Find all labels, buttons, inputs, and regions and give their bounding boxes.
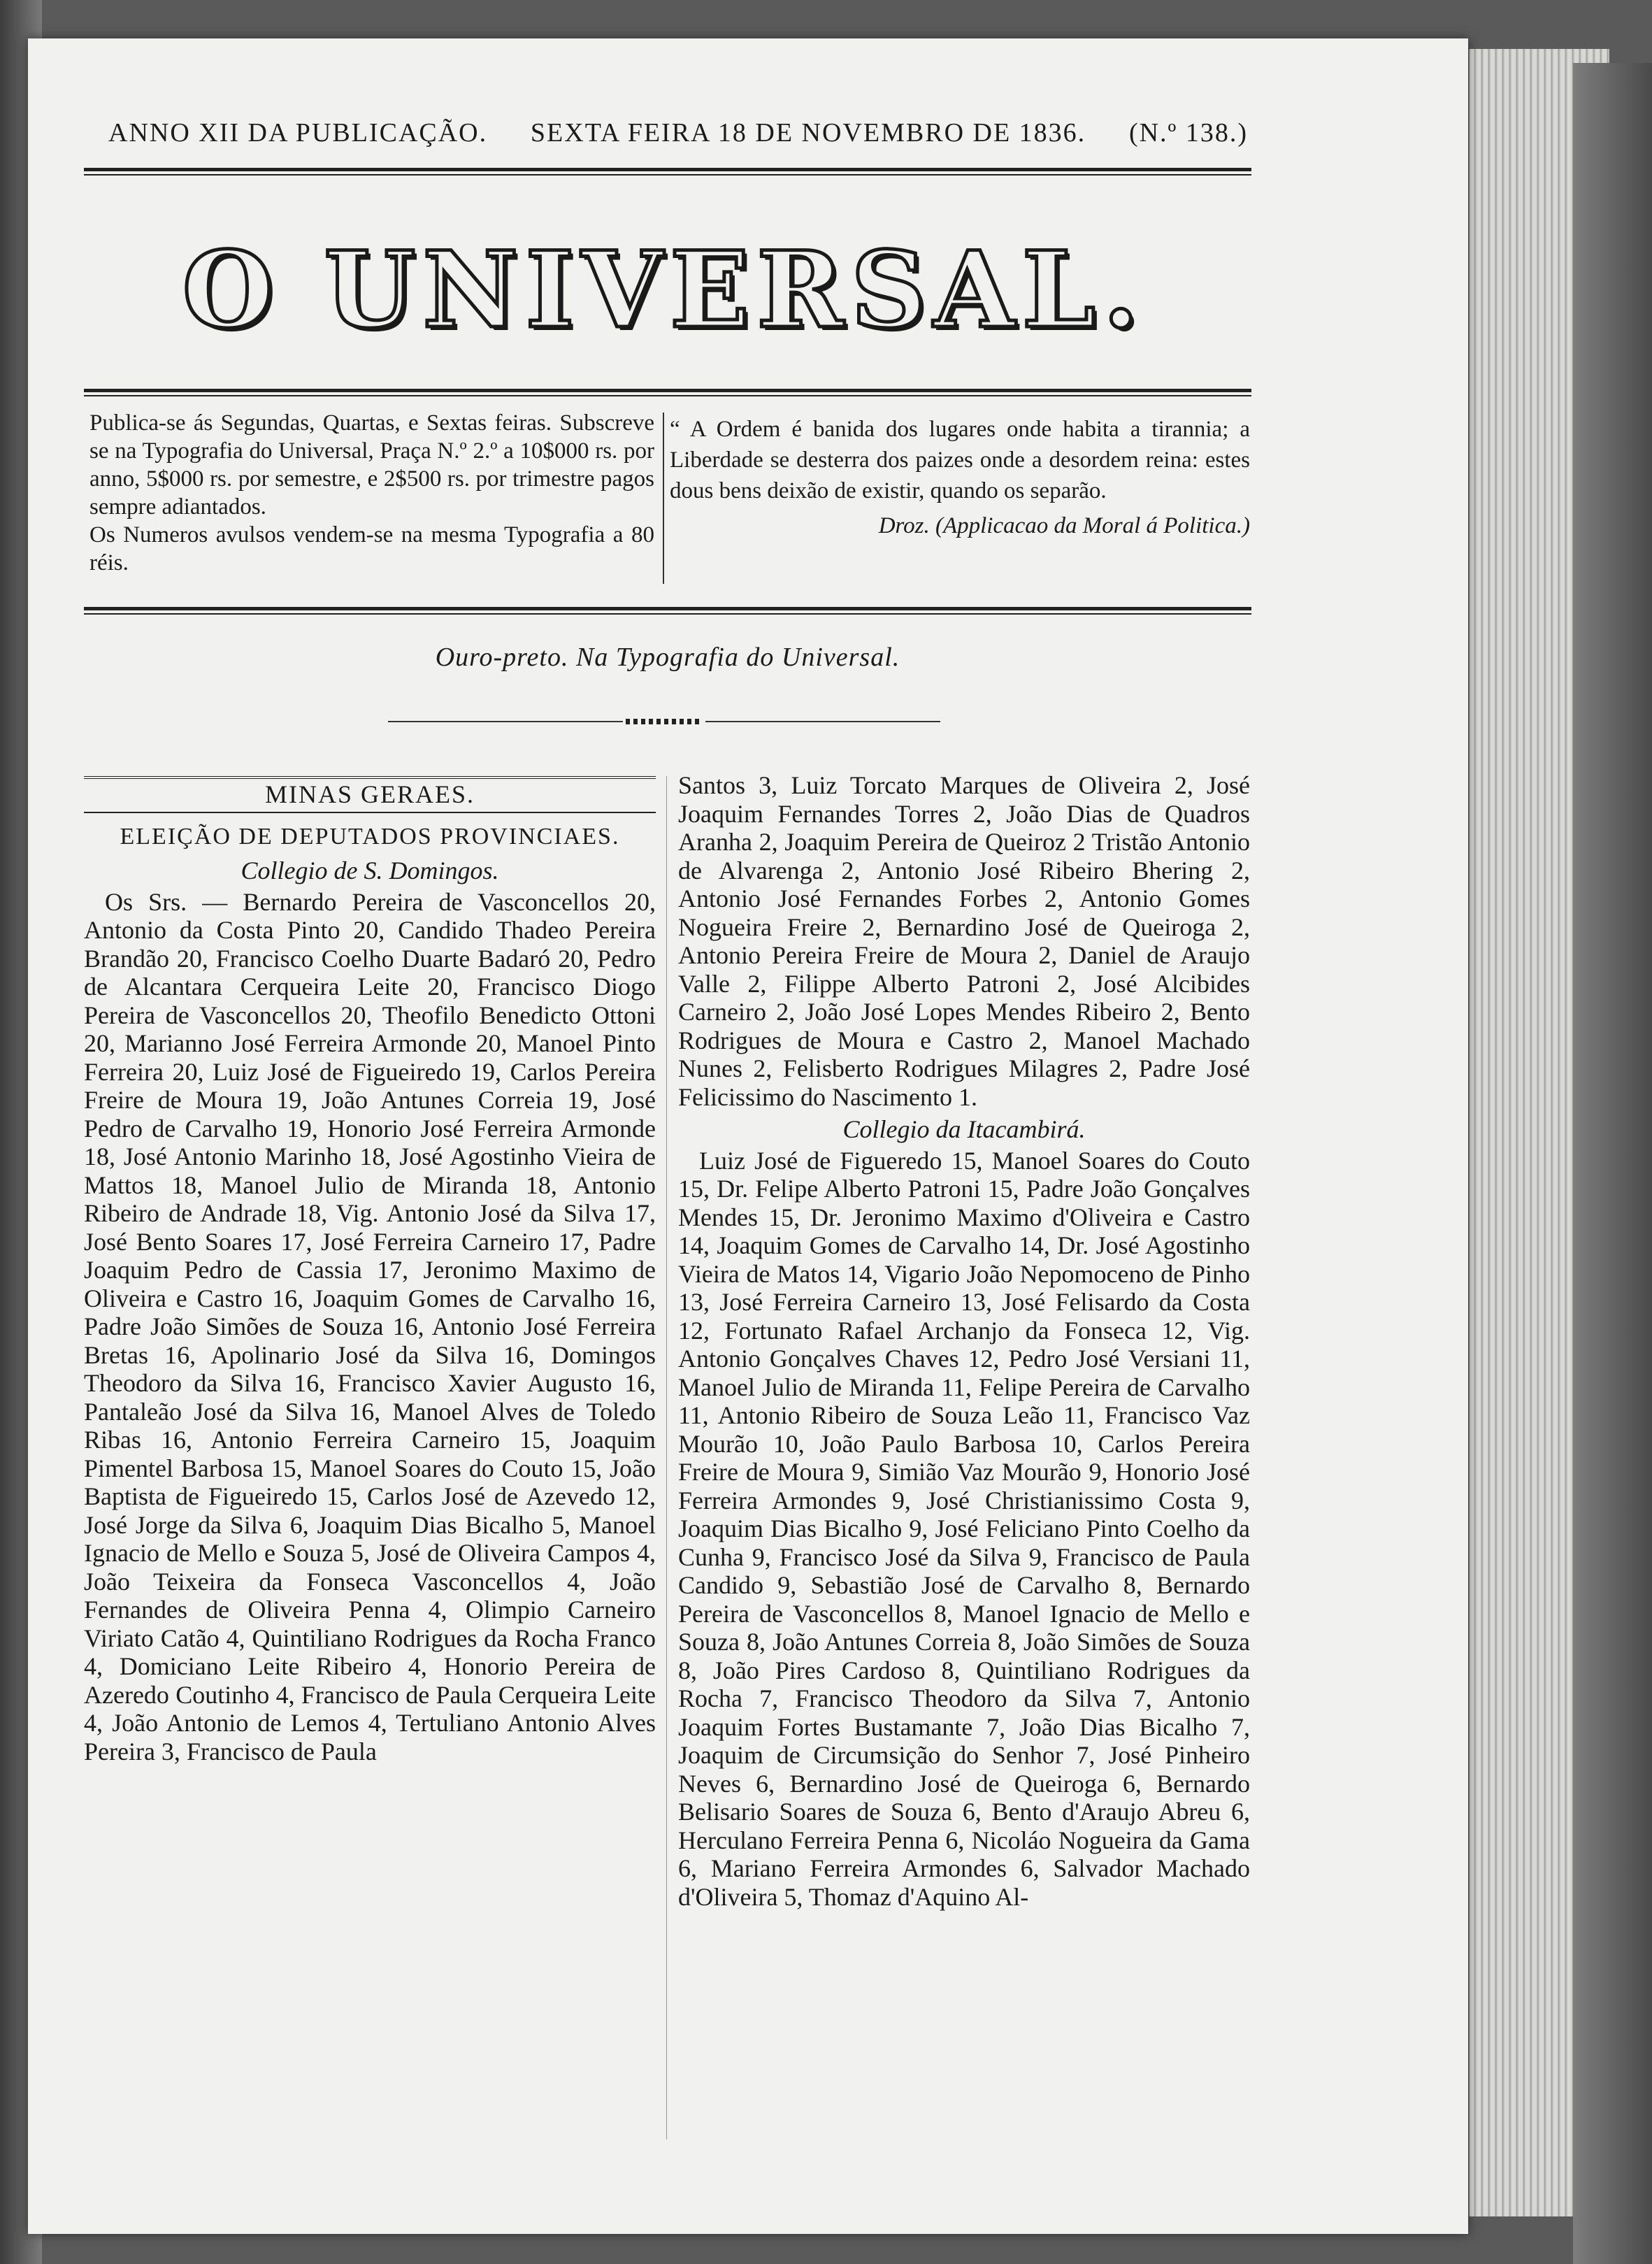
issue-date: SEXTA FEIRA 18 DE NOVEMBRO DE 1836. (530, 118, 1086, 148)
column-right (678, 771, 1250, 1911)
info-rule (84, 607, 1251, 615)
header-rule (84, 168, 1251, 175)
subscription-terms: Publica-se ás Segundas, Quartas, e Sextas feiras. Subscreve se na Typografia do Universal, Praça N.º 2.º a 10$000 rs. por anno, 5$000 rs. por semestre, e 2$500 rs. por trimestre pagos sempre adiantados. (89, 410, 654, 520)
subscription-info (89, 409, 654, 577)
single-issue-price: Os Numeros avulsos vendem-se na mesma Typografia a 80 réis. (89, 522, 654, 575)
masthead-title: O UNIVERSAL. (182, 229, 1147, 352)
college-results-itacambira: Luiz José de Figueredo 15, Manoel Soares do Couto 15, Dr. Felipe Alberto Patroni 15, Padre João Gonçalves Mendes 15, Dr. Jeronimo Maximo d'Oliveira e Castro 14, Joaquim Gomes de Carvalho 14, Dr. José Agostinho Vieira de Matos 14, Vigario João Nepomoceno de Pinho 13, José Ferreira Carneiro 13, José Felisardo da Costa 12, Fortunato Rafael Archanjo da Fonseca 12, Vig. Antonio Gonçalves Chaves 12, Pedro José Versiani 11, Manoel Julio de Miranda 11, Felipe Pereira de Carvalho 11, Antonio Ribeiro de Souza Leão 11, Francisco Vaz Mourão 10, João Paulo Barbosa 10, Carlos Pereira Freire de Moura 9, Simião Vaz Mourão 9, Honorio José Ferreira Armondes 9, José Christianissimo Costa 9, Joaquim Dias Bicalho 9, José Feliciano Pinto Coelho da Cunha 9, Francisco José da Silva 9, Francisco de Paula Candido 9, Sebastião José de Carvalho 8, Bernardo Pereira de Vasconcellos 8, Manoel Ignacio de Mello e Souza 8, João Antunes Correia 8, João Simões de Souza 8, João Pires Cardoso 8, Quintiliano Rodrigues da Rocha 7, Francisco Theodoro da Silva 7, Antonio Joaquim Fortes Bustamante 7, João Dias Bicalho 7, Joaquim de Circumsição do Senhor 7, José Pinheiro Neves 6, Bernardino José de Queiroga 6, Bernardo Belisario Soares de Souza 6, Bento d'Araujo Abreu 6, Herculano Ferreira Penna 6, Nicoláo Nogueira da Gama 6, Mariano Ferreira Armondes 6, Salvador Machado d'Oliveira 5, Thomaz d'Aquino Al- (678, 1146, 1250, 1911)
college-results-s-domingos-continued: Santos 3, Luiz Torcato Marques de Oliveira 2, José Joaquim Fernandes Torres 2, João Dias de Quadros Aranha 2, Joaquim Pereira de Queiroz 2 Tristão Antonio de Alvarenga 2, Antonio José Ribeiro Bhering 2, Antonio José Fernandes Forbes 2, Antonio Gomes Nogueira Freire 2, Bernardino José de Queiroga 2, Antonio Pereira Freire de Moura 2, Daniel de Araujo Valle 2, Filippe Alberto Patroni 2, José Alcibides Carneiro 2, João José Lopes Mendes Ribeiro 2, Bento Rodrigues de Moura e Castro 2, Manoel Machado Nunes 2, Felisberto Rodrigues Milagres 2, Padre José Felicissimo do Nascimento 1. (678, 771, 1250, 1111)
column-left (84, 776, 656, 1765)
column-divider (666, 776, 667, 2140)
college-heading-s-domingos: Collegio de S. Domingos. (240, 857, 499, 884)
epigraph-source: Droz. (Applicacao da Moral á Politica.) (878, 513, 1250, 538)
ornament-divider (388, 719, 940, 724)
epigraph (670, 414, 1250, 541)
box-divider (663, 413, 664, 584)
college-heading-itacambira: Collegio da Itacambirá. (842, 1115, 1086, 1143)
section-title: MINAS GERAES. (84, 776, 656, 813)
issue-header (108, 117, 1248, 148)
imprint: Ouro-preto. Na Typografia do Universal. (435, 643, 900, 672)
masthead-rule (84, 389, 1251, 396)
epigraph-quote: “ A Ordem é banida dos lugares onde habita a tirannia; a Liberdade se desterra dos paizes onde a desordem reina: estes dous bens deixão de existir, quando os separão. (670, 417, 1250, 503)
scan-background-right (1573, 63, 1652, 2264)
publication-year: ANNO XII DA PUBLICAÇÃO. (108, 118, 488, 148)
issue-number: (N.º 138.) (1128, 118, 1248, 148)
section-subtitle: ELEIÇÃO DE DEPUTADOS PROVINCIAES. (120, 823, 620, 850)
college-results-s-domingos: Os Srs. — Bernardo Pereira de Vasconcellos 20, Antonio da Costa Pinto 20, Candido Thadeo Pereira Brandão 20, Francisco Coelho Duarte Badaró 20, Pedro de Alcantara Cerqueira Leite 20, Francisco Diogo Pereira de Vasconcellos 20, Theofilo Benedicto Ottoni 20, Marianno José Ferreira Armonde 20, Manoel Pinto Ferreira 20, Luiz José de Figueiredo 19, Carlos Pereira Freire de Moura 19, João Antunes Correia 19, José Pedro de Carvalho 19, Honorio José Ferreira Armonde 18, José Antonio Marinho 18, José Agostinho Vieira de Mattos 18, Manoel Julio de Miranda 18, Antonio Ribeiro de Andrade 18, Vig. Antonio José da Silva 17, José Bento Soares 17, José Ferreira Carneiro 17, Padre Joaquim Pedro de Cassia 17, Jeronimo Maximo de Oliveira e Castro 16, Joaquim Gomes de Carvalho 16, Padre João Simões de Souza 16, Antonio José Ferreira Bretas 16, Apolinario José da Silva 16, Domingos Theodoro da Silva 16, Francisco Xavier Augusto 16, Pantaleão José da Silva 16, Manoel Alves de Toledo Ribas 16, Antonio Ferreira Carneiro 15, Joaquim Pimentel Barbosa 15, Manoel Soares do Couto 15, João Baptista de Figueiredo 15, Carlos José de Azevedo 12, José Jorge da Silva 6, Joaquim Dias Bicalho 5, Manoel Ignacio de Mello e Souza 5, José de Oliveira Campos 4, João Teixeira da Fonseca Vasconcellos 4, João Fernandes de Oliveira Penna 4, Olimpio Carneiro Viriato Catão 4, Quintiliano Rodrigues da Rocha Franco 4, Domiciano Leite Ribeiro 4, Honorio Pereira de Azeredo Coutinho 4, Francisco de Paula Cerqueira Leite 4, João Antonio de Lemos 4, Tertuliano Antonio Alves Pereira 3, Francisco de Paula (84, 887, 656, 1765)
